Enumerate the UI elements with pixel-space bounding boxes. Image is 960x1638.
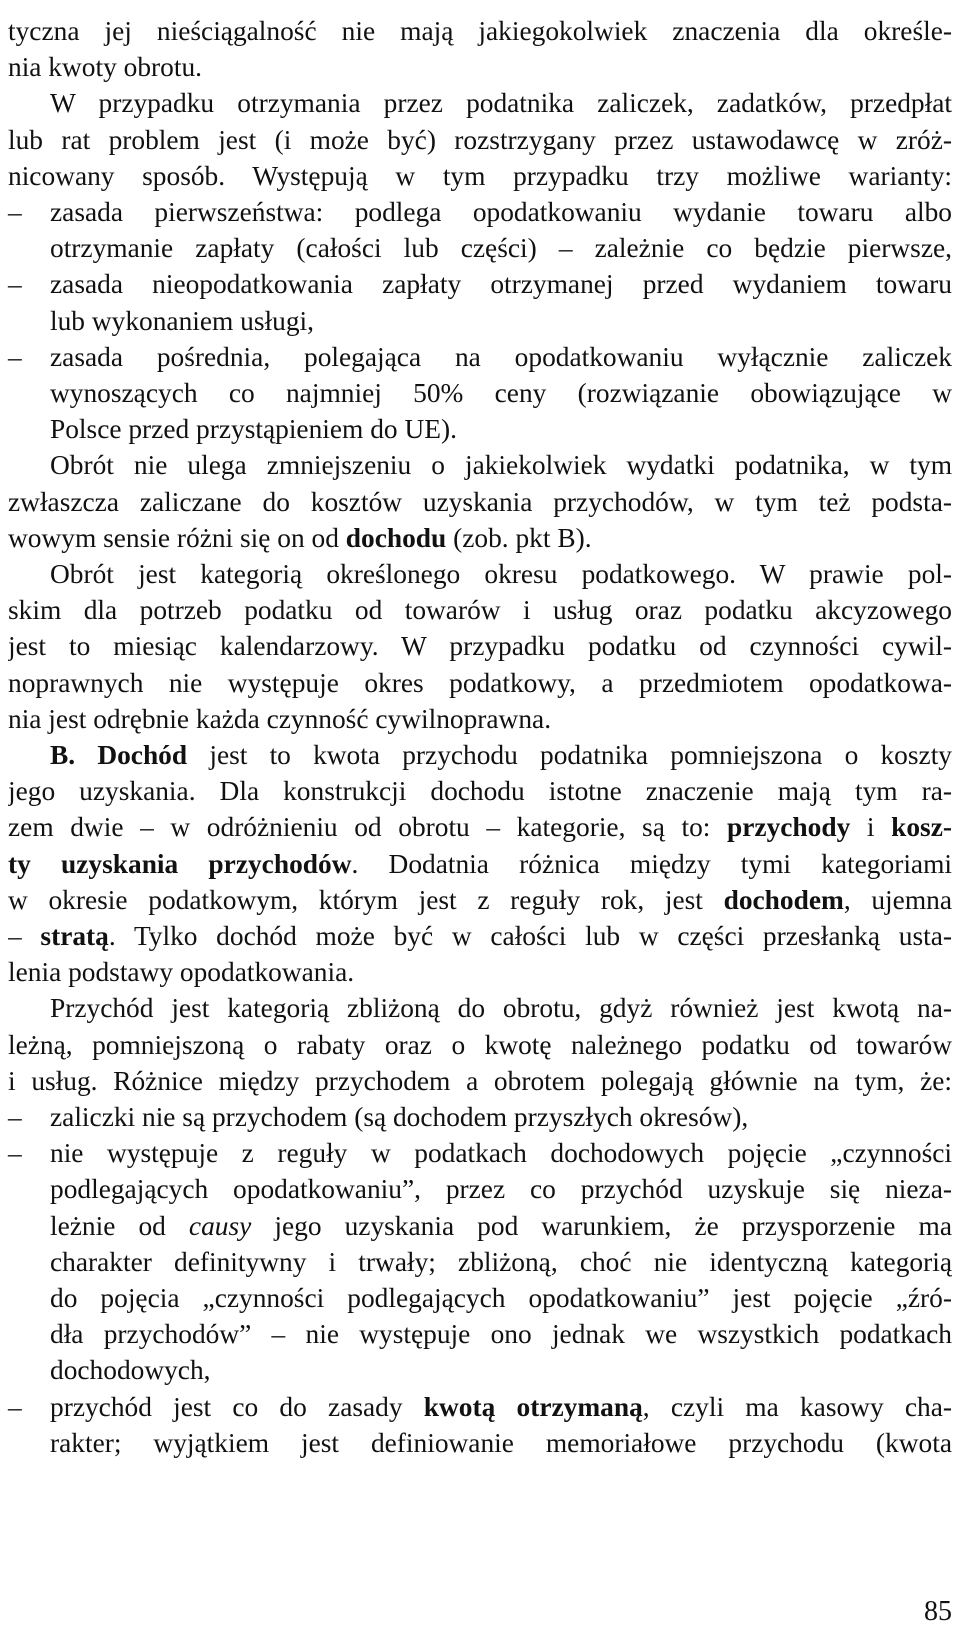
text-line xyxy=(50,410,952,448)
text-run: zasada pierwszeństwa: podlega opodatkowaniu wydanie towaru albo xyxy=(50,197,952,227)
text-run: . Tylko dochód może być w całości lub w części przesłanką usta- xyxy=(108,921,952,951)
text-run: (zob. pkt B). xyxy=(446,523,592,553)
text-run: wynoszących co najmniej 50% ceny (rozwiązanie obowiązujące w xyxy=(50,378,952,408)
text-run: otrzymanie zapłaty (całości lub części) – zależnie co będzie pierwsze, xyxy=(50,233,952,263)
bullet-dash: – xyxy=(8,1138,22,1168)
text-line xyxy=(8,989,952,1027)
bold-term: przychody xyxy=(727,812,851,842)
text-run: przychód jest co do zasady xyxy=(50,1392,424,1422)
text-run: jest to miesiąc kalendarzowy. W przypadku podatku od czynności cywil- xyxy=(8,631,952,661)
text-line xyxy=(8,953,952,991)
text-run: nia jest odrębnie każda czynność cywilnoprawna. xyxy=(8,704,552,734)
text-run: nia kwoty obrotu. xyxy=(8,52,202,82)
bullet-dash: – xyxy=(8,1392,22,1422)
text-run: zasada pośrednia, polegająca na opodatkowaniu wyłącznie zaliczek xyxy=(50,342,952,372)
text-line xyxy=(8,157,952,195)
text-run: i usług. Różnice między przychodem a obrotem polegają głównie na tym, że: xyxy=(8,1066,952,1096)
text-run: rakter; wyjątkiem jest definiowanie memoriałowe przychodu (kwota xyxy=(50,1428,952,1458)
text-run: Obrót nie ulega zmniejszeniu o jakiekolwiek wydatki podatnika, w tym xyxy=(50,450,952,480)
text-line xyxy=(50,1243,952,1281)
text-run: leżnie od xyxy=(50,1211,189,1241)
text-line xyxy=(8,917,952,955)
text-line xyxy=(8,845,952,883)
text-line xyxy=(8,1026,952,1064)
text-run: skim dla potrzeb podatku od towarów i usług oraz podatku akcyzowego xyxy=(8,595,952,625)
text-line xyxy=(50,1315,952,1353)
text-run: tyczna jej nieściągalność nie mają jakiegokolwiek znaczenia dla określe- xyxy=(8,16,952,46)
bullet-dash: – xyxy=(8,342,22,372)
text-run: w okresie podatkowym, którym jest z reguły rok, jest xyxy=(8,885,724,915)
text-line xyxy=(50,374,952,412)
bold-term: kosz- xyxy=(891,812,952,842)
bold-term: B. Dochód xyxy=(50,740,188,770)
text-line xyxy=(8,591,952,629)
text-run: Przychód jest kategorią zbliżoną do obrotu, gdyż również jest kwotą na- xyxy=(50,993,952,1023)
text-run: wowym sensie różni się on od xyxy=(8,523,346,553)
text-run: jego uzyskania. Dla konstrukcji dochodu istotne znaczenie mają tym ra- xyxy=(8,776,952,806)
text-line xyxy=(8,121,952,159)
text-line xyxy=(50,1424,952,1462)
text-run: Polsce przed przystąpieniem do UE). xyxy=(50,414,457,444)
bold-term: stratą xyxy=(40,921,109,951)
text-line xyxy=(50,193,952,231)
text-line xyxy=(8,446,952,484)
text-line xyxy=(50,1207,952,1245)
page-number: 85 xyxy=(924,1596,952,1627)
text-line xyxy=(8,483,952,521)
text-run: , ujemna xyxy=(843,885,952,915)
text-run: , czyli ma kasowy cha- xyxy=(642,1392,952,1422)
text-run: zasada nieopodatkowania zapłaty otrzymanej przed wydaniem towaru xyxy=(50,269,952,299)
text-run: podlegających opodatkowaniu”, przez co przychód uzyskuje się nieza- xyxy=(50,1174,952,1204)
text-line xyxy=(50,1351,952,1389)
text-run: nie występuje z reguły w podatkach dochodowych pojęcie „czynności xyxy=(50,1138,952,1168)
text-run: lenia podstawy opodatkowania. xyxy=(8,957,355,987)
bold-term: dochodem xyxy=(723,885,844,915)
text-line xyxy=(8,519,952,557)
text-line xyxy=(8,1062,952,1100)
text-line xyxy=(8,627,952,665)
text-line xyxy=(8,84,952,122)
text-run: nicowany sposób. Występują w tym przypadku trzy możliwe warianty: xyxy=(8,161,952,191)
text-line xyxy=(50,265,952,303)
text-run: dła przychodów” – nie występuje ono jednak we wszystkich podatkach xyxy=(50,1319,952,1349)
text-run: jego uzyskania pod warunkiem, że przysporzenie ma xyxy=(251,1211,952,1241)
text-run: leżną, pomniejszoną o rabaty oraz o kwotę należnego podatku od towarów xyxy=(8,1030,952,1060)
text-run: charakter definitywny i trwały; zbliżoną, choć nie identyczną kategorią xyxy=(50,1247,952,1277)
text-run: W przypadku otrzymania przez podatnika zaliczek, zadatków, przedpłat xyxy=(50,88,952,118)
text-line xyxy=(8,808,952,846)
text-line xyxy=(8,700,952,738)
text-line xyxy=(8,12,952,50)
bullet-dash: – xyxy=(8,197,22,227)
text-run: do pojęcia „czynności podlegających opodatkowaniu” jest pojęcie „źró- xyxy=(50,1283,952,1313)
text-line xyxy=(50,302,952,340)
text-line xyxy=(50,1170,952,1208)
text-line xyxy=(50,1388,952,1426)
text-run: . Dodatnia różnica między tymi kategoriami xyxy=(351,849,952,879)
text-line xyxy=(8,772,952,810)
text-run: zaliczki nie są przychodem (są dochodem przyszłych okresów), xyxy=(50,1102,749,1132)
text-line xyxy=(50,1098,952,1136)
bullet-dash: – xyxy=(8,1102,22,1132)
text-run: – xyxy=(8,921,41,951)
text-run: i xyxy=(850,812,892,842)
text-run: zwłaszcza zaliczane do kosztów uzyskania przychodów, w tym też podsta- xyxy=(8,487,952,517)
text-run: Obrót jest kategorią określonego okresu podatkowego. W prawie pol- xyxy=(50,559,952,589)
bold-term: dochodu xyxy=(345,523,447,553)
bold-term: kwotą otrzymaną xyxy=(423,1392,643,1422)
bold-term: ty uzyskania przychodów xyxy=(8,849,352,879)
text-line xyxy=(8,555,952,593)
italic-term: causy xyxy=(188,1211,252,1241)
text-line xyxy=(50,1279,952,1317)
text-run: lub wykonaniem usługi, xyxy=(50,306,314,336)
text-line xyxy=(50,1134,952,1172)
text-line xyxy=(8,48,952,86)
text-run: jest to kwota przychodu podatnika pomniejszona o koszty xyxy=(187,740,952,770)
text-line xyxy=(50,229,952,267)
text-line xyxy=(8,664,952,702)
text-line xyxy=(8,881,952,919)
text-run: lub rat problem jest (i może być) rozstrzygany przez ustawodawcę w zróż- xyxy=(8,125,952,155)
text-run: dochodowych, xyxy=(50,1355,211,1385)
text-line xyxy=(50,338,952,376)
text-run: zem dwie – w odróżnieniu od obrotu – kategorie, są to: xyxy=(8,812,728,842)
text-run: noprawnych nie występuje okres podatkowy, a przedmiotem opodatkowa- xyxy=(8,668,952,698)
bullet-dash: – xyxy=(8,269,22,299)
text-line xyxy=(8,736,952,774)
